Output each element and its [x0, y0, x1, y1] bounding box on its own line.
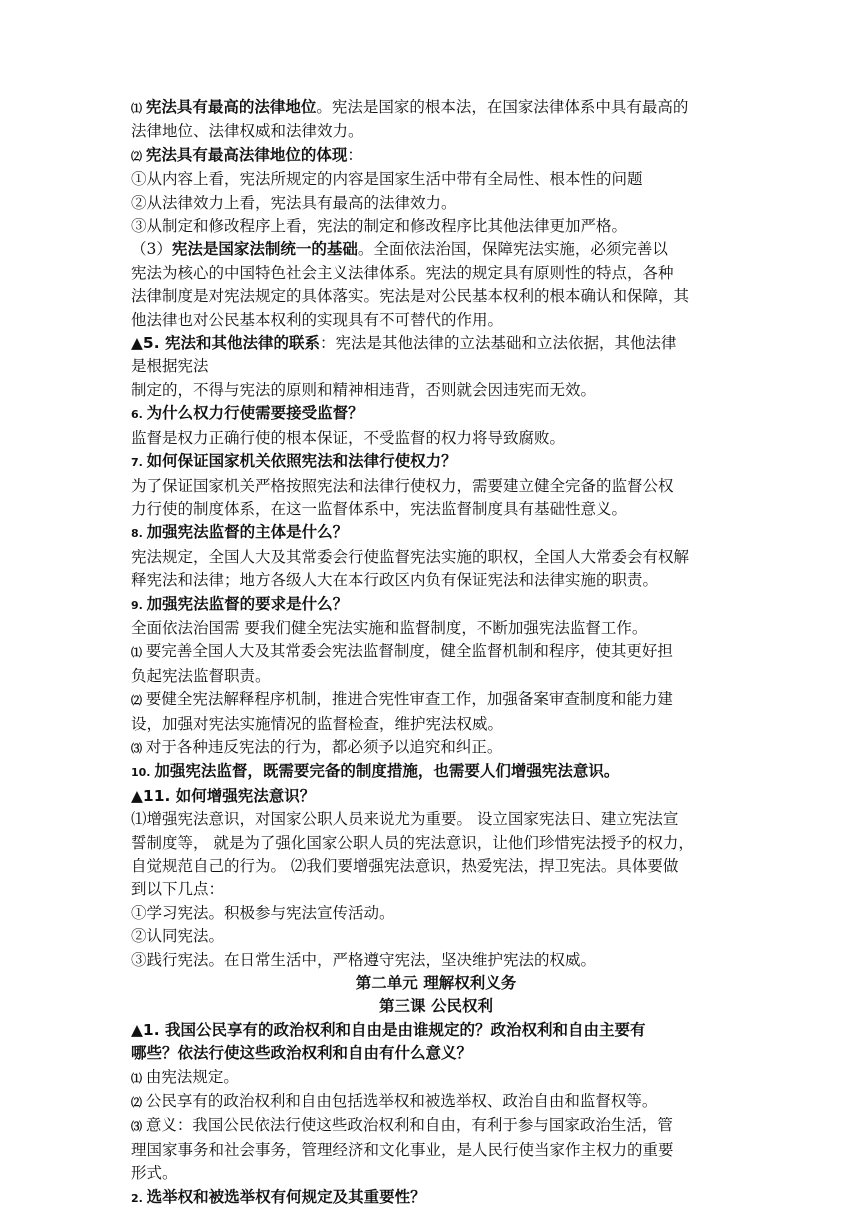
text-line	[131, 168, 741, 191]
body-text: 法律地位、法律权威和法律效力。	[131, 122, 364, 141]
body-text: ②从法律效力上看，宪法具有最高的法律效力。	[131, 193, 457, 212]
text-line	[131, 925, 741, 948]
text-line	[131, 713, 741, 736]
item-marker: ⑶	[131, 1120, 146, 1134]
body-text: 由宪法规定。	[145, 1067, 239, 1086]
body-text: 是根据宪法	[131, 357, 209, 376]
body-text: 理国家事务和社会事务，管理经济和文化事业，是人民行使当家作主权力的重要	[131, 1140, 674, 1159]
text-line	[131, 332, 741, 355]
item-marker: 8.	[131, 527, 147, 541]
item-marker: ⑴	[131, 1071, 146, 1085]
body-text: 设，加强对宪法实施情况的监督检查，维护宪法权威。	[131, 714, 504, 733]
text-line	[131, 617, 741, 640]
text-line	[131, 120, 741, 143]
body-text: 宪法规定，全国人大及其常委会行使监督宪法实施的职权，全国人大常委会有权解	[131, 547, 690, 566]
body-text: 监督是权力正确行使的根本保证，不受监督的权力将导致腐败。	[131, 428, 566, 447]
text-line	[131, 736, 741, 760]
bold-heading: 加强宪法监督的要求是什么？	[146, 594, 349, 613]
text-line	[131, 475, 741, 498]
text-line	[131, 96, 741, 120]
text-line	[131, 760, 741, 784]
body-text: 他法律也对公民基本权利的实现具有不可替代的作用。	[131, 310, 504, 329]
body-text: ③从制定和修改程序上看，宪法的制定和修改程序比其他法律更加严格。	[131, 217, 628, 236]
triangle-marker: ▲	[131, 786, 143, 805]
text-line	[131, 1139, 741, 1162]
text-line	[131, 902, 741, 925]
bold-heading: 宪法具有最高的法律地位	[145, 98, 317, 116]
bold-heading: 选举权和被选举权有何规定及其重要性？	[146, 1187, 426, 1206]
body-text: 对于各种违反宪法的行为，都必须予以追究和纠正。	[145, 737, 503, 756]
bold-heading: 宪法具有最高法律地位的体现	[145, 145, 348, 164]
body-text: 为了保证国家机关严格按照宪法和法律行使权力，需要建立健全完备的监督公权	[131, 476, 674, 495]
triangle-marker: ▲	[131, 1020, 143, 1039]
text-line	[131, 569, 741, 592]
body-text: ③践行宪法。在日常生活中，严格遵守宪法，坚决维护宪法的权威。	[131, 950, 597, 969]
bold-heading: 加强宪法监督的主体是什么？	[146, 523, 349, 542]
text-line	[131, 262, 741, 285]
section-heading: 第二单元 理解权利义务	[355, 974, 517, 993]
body-text: 。宪法是国家的根本法，在国家法律体系中具有最高的	[316, 98, 689, 116]
item-marker: ⑶	[131, 741, 146, 755]
text-line	[131, 665, 741, 688]
bold-heading: 为什么权力行使需要接受监督？	[146, 404, 364, 423]
item-number: （3）	[131, 240, 172, 259]
bold-heading: 哪些？依法行使这些政治权利和自由有什么意义？	[131, 1044, 473, 1063]
body-text: 意义：我国公民依法行使这些政治权利和自由，有利于参与国家政治生活，管	[145, 1116, 673, 1135]
body-text: ：	[347, 145, 363, 164]
section-heading: 第三课 公民权利	[379, 997, 493, 1016]
text-line	[131, 1090, 741, 1114]
body-text: ②认同宪法。	[131, 927, 225, 946]
bold-heading: 11. 如何增强宪法意识？	[142, 786, 316, 805]
triangle-marker: ▲	[131, 334, 143, 353]
body-text: 制定的，不得与宪法的原则和精神相违背，否则就会因违宪而无效。	[131, 380, 597, 399]
item-marker: 9.	[131, 598, 147, 612]
text-line	[131, 309, 741, 332]
text-line	[131, 215, 741, 238]
text-line	[131, 192, 741, 215]
text-line	[131, 855, 741, 878]
item-marker: ⑴	[131, 646, 146, 660]
item-marker: 6.	[131, 408, 147, 422]
body-text: 形式。	[131, 1164, 178, 1183]
text-line	[131, 1066, 741, 1090]
text-line	[131, 238, 741, 261]
body-text: 要健全宪法解释程序机制，推进合宪性审查工作，加强备案审查制度和能力建	[145, 690, 673, 709]
bold-heading: 加强宪法监督，既需要完备的制度措施，也需要人们增强宪法意识。	[154, 762, 620, 781]
bold-heading: 5. 宪法和其他法律的联系	[142, 334, 320, 353]
text-line	[131, 379, 741, 402]
text-line	[131, 949, 741, 972]
text-line	[131, 785, 741, 808]
text-line	[131, 640, 741, 664]
text-line	[131, 546, 741, 569]
body-text: 要完善全国人大及其常委会宪法监督制度，健全监督机制和程序，使其更好担	[145, 642, 673, 661]
text-line	[131, 427, 741, 450]
body-text: 到以下几点：	[131, 880, 225, 899]
body-text: 誓制度等， 就是为了强化国家公职人员的宪法意识，让他们珍惜宪法授予的权力，	[131, 833, 694, 852]
text-line	[131, 450, 741, 474]
body-text: ①学习宪法。积极参与宪法宣传活动。	[131, 903, 395, 922]
item-marker: ⑴	[131, 102, 146, 115]
text-line	[131, 1162, 741, 1185]
body-text: 力行使的制度体系，在这一监督体系中，宪法监督制度具有基础性意义。	[131, 499, 628, 518]
body-text: ：宪法是其他法律的立法基础和立法依据，其他法律	[320, 334, 677, 353]
body-text: 全面依法治国需 要我们健全宪法实施和监督制度，不断加强宪法监督工作。	[131, 618, 648, 637]
text-line	[131, 832, 741, 855]
text-line	[131, 808, 741, 831]
body-text: 释宪法和法律；地方各级人大在本行政区内负有保证宪法和法律实施的职责。	[131, 571, 659, 590]
item-marker: 2.	[131, 1191, 147, 1205]
text-line	[131, 1042, 741, 1065]
item-marker: 7.	[131, 456, 147, 470]
text-line	[131, 521, 741, 545]
text-line	[131, 593, 741, 617]
text-line	[131, 144, 741, 168]
body-text: 法律制度是对宪法规定的具体落实。宪法是对公民基本权利的根本确认和保障，其	[131, 287, 690, 306]
bold-heading: 宪法是国家法制统一的基础	[171, 240, 358, 259]
body-text: 自觉规范自己的行为。 ⑵我们要增强宪法意识，热爱宪法，捍卫宪法。具体要做	[131, 857, 679, 875]
item-marker: 10.	[131, 766, 155, 780]
item-marker: ⑵	[131, 694, 146, 708]
bold-heading: 如何保证国家机关依照宪法和法律行使权力？	[146, 452, 457, 471]
text-line	[131, 688, 741, 712]
item-marker: ⑵	[131, 1096, 146, 1110]
body-text: 宪法为核心的中国特色社会主义法律体系。宪法的规定具有原则性的特点，各种	[131, 263, 674, 282]
text-line	[131, 878, 741, 901]
text-line	[131, 498, 741, 521]
body-text: ⑴增强宪法意识，对国家公职人员来说尤为重要。 设立国家宪法日、建立宪法宣	[131, 810, 679, 829]
text-line	[131, 285, 741, 308]
text-line	[131, 1114, 741, 1138]
bold-heading: 1. 我国公民享有的政治权利和自由是由谁规定的？政治权利和自由主要有	[142, 1020, 646, 1039]
item-marker: ⑵	[131, 149, 146, 163]
text-line	[131, 1186, 741, 1210]
text-line	[131, 1019, 741, 1042]
body-text: 负起宪法监督职责。	[131, 666, 271, 685]
body-text: 。全面依法治国，保障宪法实施，必须完善以	[357, 240, 668, 259]
body-text: ①从内容上看，宪法所规定的内容是国家生活中带有全局性、根本性的问题	[131, 170, 643, 189]
body-text: 公民享有的政治权利和自由包括选举权和被选举权、政治自由和监督权等。	[145, 1092, 658, 1111]
text-line	[131, 402, 741, 426]
document-body	[131, 96, 741, 1210]
text-line	[131, 355, 741, 378]
